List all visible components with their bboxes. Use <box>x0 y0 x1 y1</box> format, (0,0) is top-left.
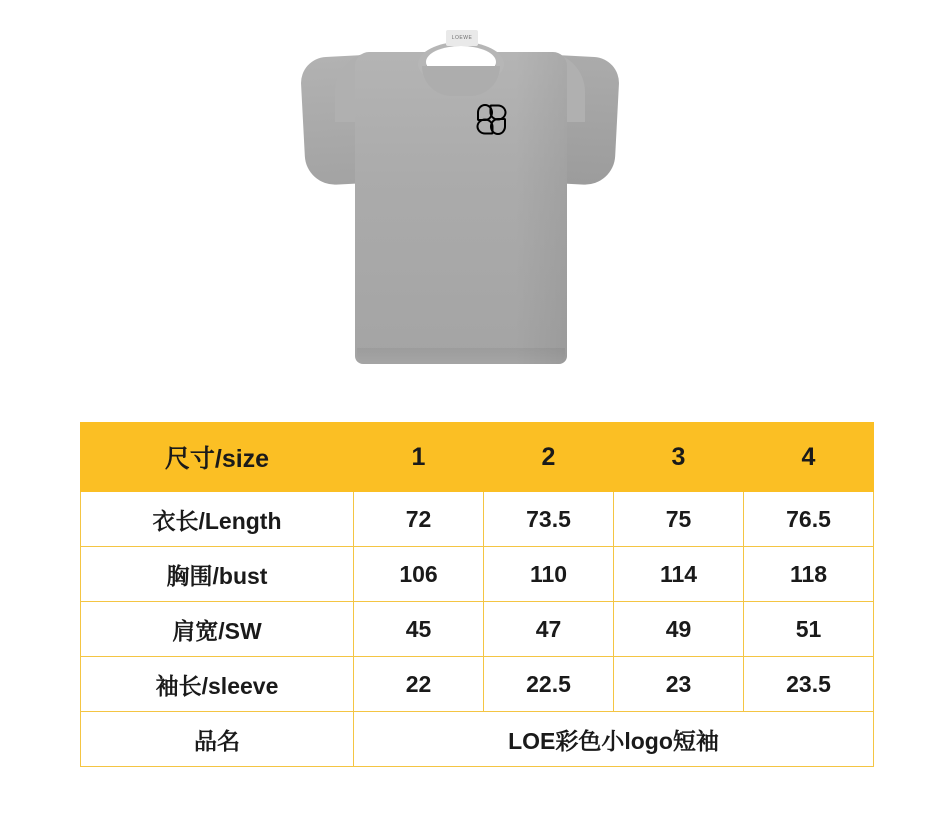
cell-length-1: 72 <box>354 492 484 547</box>
cell-sleeve-4: 23.5 <box>744 657 874 712</box>
header-cell-size-2: 2 <box>484 423 614 492</box>
brand-neck-label-text: LOEWE <box>451 35 473 41</box>
cell-sleeve-3: 23 <box>614 657 744 712</box>
row-label-shoulder-width: 肩宽/SW <box>81 602 354 657</box>
row-label-bust: 胸围/bust <box>81 547 354 602</box>
cell-bust-4: 118 <box>744 547 874 602</box>
cell-bust-3: 114 <box>614 547 744 602</box>
cell-bust-1: 106 <box>354 547 484 602</box>
brand-neck-label <box>446 30 478 46</box>
product-photo-area <box>0 0 950 400</box>
cell-sleeve-1: 22 <box>354 657 484 712</box>
cell-sw-2: 47 <box>484 602 614 657</box>
cell-sw-1: 45 <box>354 602 484 657</box>
cell-product-name-value: LOE彩色小logo短袖 <box>354 712 874 767</box>
table-row <box>81 492 874 547</box>
product-image-tshirt <box>295 22 625 362</box>
row-label-product-name: 品名 <box>81 712 354 767</box>
table-row <box>81 547 874 602</box>
row-label-sleeve: 袖长/sleeve <box>81 657 354 712</box>
tshirt-hem <box>357 348 565 362</box>
table-row <box>81 657 874 712</box>
cell-length-2: 73.5 <box>484 492 614 547</box>
row-label-length: 衣长/Length <box>81 492 354 547</box>
header-cell-size-1: 1 <box>354 423 484 492</box>
size-chart-body <box>81 492 874 767</box>
table-header-row <box>81 423 874 492</box>
header-cell-size-3: 3 <box>614 423 744 492</box>
cell-sw-4: 51 <box>744 602 874 657</box>
size-chart-header <box>81 423 874 492</box>
cell-length-3: 75 <box>614 492 744 547</box>
cell-bust-2: 110 <box>484 547 614 602</box>
size-chart-table <box>80 422 874 767</box>
cell-sleeve-2: 22.5 <box>484 657 614 712</box>
table-row <box>81 602 874 657</box>
logo-quadrant-4 <box>490 118 506 135</box>
table-row-product-name <box>81 712 874 767</box>
header-cell-size-4: 4 <box>744 423 874 492</box>
cell-length-4: 76.5 <box>744 492 874 547</box>
tshirt-body <box>355 52 567 364</box>
cell-sw-3: 49 <box>614 602 744 657</box>
header-cell-size-label: 尺寸/size <box>81 423 354 492</box>
loewe-anagram-logo-icon <box>477 104 503 134</box>
